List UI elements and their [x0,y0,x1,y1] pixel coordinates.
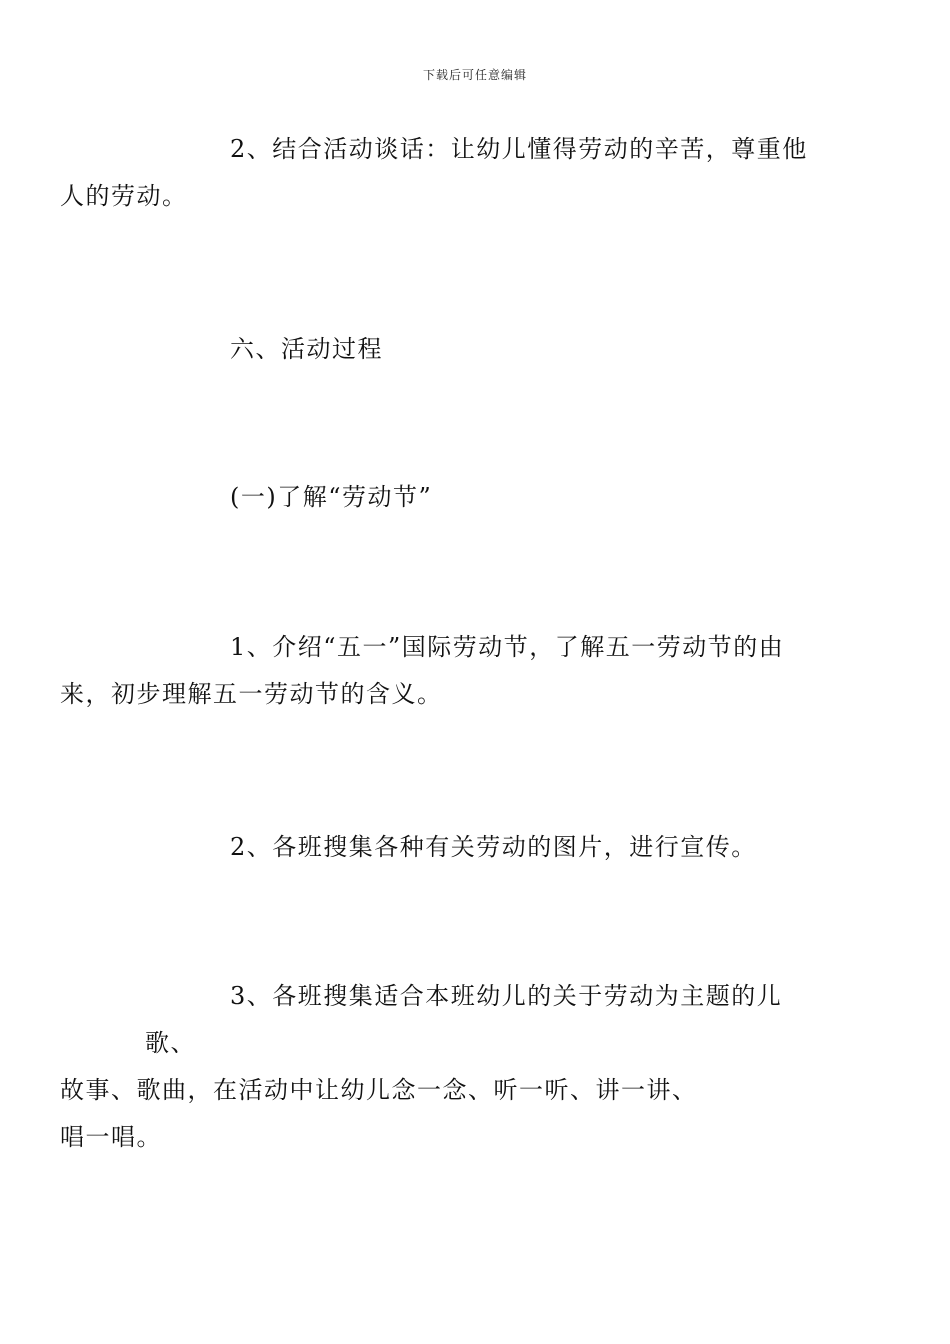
section-heading-process [145,326,825,373]
paragraph-line: 2、结合活动谈话：让幼儿懂得劳动的辛苦，尊重他 [230,135,808,163]
page-header-note: 下载后可任意编辑 [422,68,527,82]
paragraph-line: 唱一唱。 [60,1123,162,1151]
heading-line: (一)了解“劳动节” [230,483,433,511]
paragraph-line: 3、各班搜集适合本班幼儿的关于劳动为主题的儿歌、 [145,982,783,1057]
paragraph-introduce [60,624,825,718]
paragraph-line: 来，初步理解五一劳动节的含义。 [60,680,443,708]
paragraph-songs [60,973,825,1161]
paragraph-line: 故事、歌曲，在活动中让幼儿念一念、听一听、讲一讲、 [60,1076,698,1104]
heading-line: 六、活动过程 [230,335,383,363]
paragraph-line: 人的劳动。 [60,182,188,210]
paragraph-line: 2、各班搜集各种有关劳动的图片，进行宣传。 [230,833,757,861]
subsection-heading-labor-day [145,474,825,521]
paragraph-pictures [145,824,825,871]
paragraph-talk [60,126,825,220]
paragraph-line: 1、介绍“五一”国际劳动节，了解五一劳动节的由 [230,633,785,661]
